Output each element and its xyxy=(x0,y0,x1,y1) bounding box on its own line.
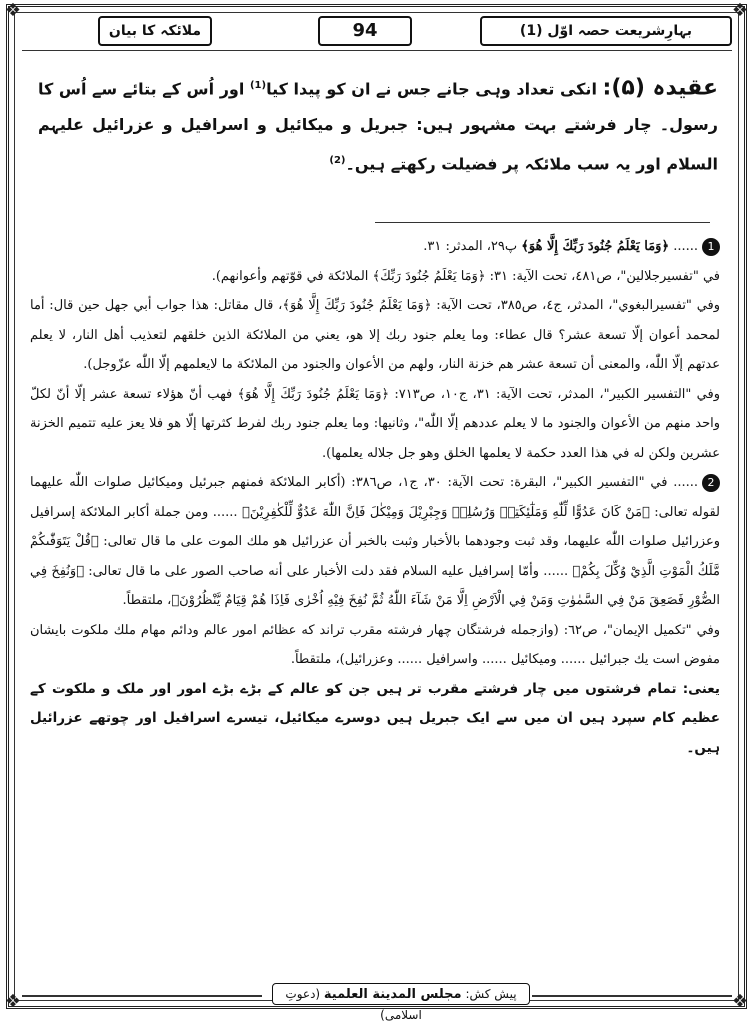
chapter-title: ملائکہ کا بیان xyxy=(98,16,212,46)
presenter-label: پیش کش: xyxy=(465,987,517,1001)
publisher-sub: (دعوتِ اسلامی) xyxy=(285,987,422,1022)
publisher-box xyxy=(272,983,530,1022)
ornament-corner-icon: ❖ xyxy=(731,0,749,21)
footnote-2 xyxy=(30,468,720,763)
footnote-marker: 2 xyxy=(702,474,720,492)
footnote-paragraph: في "تفسيرجلالين"، ص٤٨١، تحت الآية: ٣١: ﴿وَمَا يَعْلَمُ جُنُودَ رَبِّكَ﴾ الملائكة في قوّتهم وأعوانهم). xyxy=(211,268,720,284)
footer-rule xyxy=(532,995,732,997)
header-divider xyxy=(22,50,732,51)
ornament-corner-icon: ❖ xyxy=(4,991,22,1012)
page-header xyxy=(22,14,732,46)
belief-heading: عقیدہ (۵): xyxy=(602,75,718,101)
footnote-dots: ...... xyxy=(673,239,698,254)
ornament-corner-icon: ❖ xyxy=(4,0,22,21)
footnote-ref-2[interactable]: (2) xyxy=(329,155,346,167)
translation-text: تمام فرشتوں میں چار فرشتے مقرب تر ہیں جن کو عالم کے بڑے بڑے امور اور ملک و ملکوت کے عظیم کام سپرد ہیں ان میں سے ایک جبریل ہیں دوسرے میکائیل، تیسرے اسرافیل اور چوتھے عزرائیل ہیں۔ xyxy=(30,680,720,756)
quran-verse: ﴿وَمَا يَعْلَمُ جُنُودَ رَبِّكَ إِلَّا هُوَ﴾ xyxy=(521,239,670,254)
book-title: بہارِشریعت حصہ اوّل (1) xyxy=(480,16,732,46)
footnote-paragraph: في "التفسير الكبير"، البقرة: تحت الآية: ٣٠، ج١، ص٣٨٦: (أكابر الملائكة فمنهم جبرئيل وميكائيل صلوات اللّٰه عليهما لقوله تعالى: ﴿مَنْ كَانَ عَدُوًّا لِّلّٰهِ وَمَلٰٓئِكَتِهٖ وَرُسُلِهٖ وَجِبْرِيْلَ وَمِيْكٰلَ فَاِنَّ اللّٰهَ عَدُوٌّ لِّلْكٰفِرِيْنَ﴾ ...... ومن جملة أكابر الملائكة إسرافيل وعزرائيل صلوات اللّٰه عليهما، وقد ثبت وجودهما بالأخبار وثبت بالخبر أن عزرائيل هو ملك الموت على ما قال تعالى: ﴿قُلْ يَتَوَفّٰىكُمْ مَّلَكُ الْمَوْتِ الَّذِيْ وُكِّلَ بِكُمْ﴾ ...... وأمّا إسرافيل عليه السلام فقد دلت الأخبار على أنه صاحب الصور على ما قال تعالى: ﴿وَنُفِخَ فِي الصُّوْرِ فَصَعِقَ مَنْ فِي السَّمٰوٰتِ وَمَنْ فِي الْاَرْضِ اِلَّا مَنْ شَآءَ اللّٰهُ ثُمَّ نُفِخَ فِيْهِ اُخْرٰى فَاِذَا هُمْ قِيَامٌ يَّنْظُرُوْنَ﴾، ملتقطاً. xyxy=(30,475,720,608)
footnote-marker: 1 xyxy=(702,238,720,256)
footnote-dots: ...... xyxy=(673,475,698,490)
footnote-1-line xyxy=(30,232,720,262)
footnote-paragraph: وفي "تكميل الإيمان"، ص٦٢: (وازجمله فرشتگان چهار فرشته مقرب تراند كه عظائم امور عالم ودائم مهام ملك ملكوت بايشان مفوض است يك جبرائيل ...... وميكائيل ...... واسرافيل ...... وعزرائيل)، ملتقطاً. xyxy=(30,622,720,667)
ornament-corner-icon: ❖ xyxy=(731,991,749,1012)
urdu-translation xyxy=(30,675,720,764)
publisher-name: مجلس المدينة العلمية xyxy=(323,987,462,1002)
main-text xyxy=(38,68,718,183)
footer-rule xyxy=(22,995,262,997)
footnote-divider xyxy=(375,222,710,223)
translation-label: یعنی: xyxy=(682,680,720,697)
footnote-ref-1[interactable]: (1) xyxy=(249,80,267,91)
footnotes xyxy=(30,232,720,763)
page-footer xyxy=(22,983,732,1022)
footnote-2-line xyxy=(30,468,720,616)
footnote-paragraph: وفي "التفسير الكبير"، المدثر، تحت الآية: ٣١، ج١٠، ص٧١٣: ﴿وَمَا يَعْلَمُ جُنُودَ رَبِّكَ إِلَّا هُوَ﴾ فهب أنّ هؤلاء تسعة عشر إلّا أنّ لكلّ واحد منهم من الأعوان والجنود ما لا يعلم عددهم إلّا اللّٰه"، وثانيها: وما يعلم جنود ربك لفرط كثرتها إلّا هو فلا يعز عليه تتميم الخزنة عشرين ولكن له في هذا العدد حكمة لا يعلمها الخلق وهو جل جلاله يعلمها). xyxy=(30,386,720,461)
main-text-part-a: انکی تعداد وہی جانے جس نے ان کو پیدا کیا xyxy=(266,79,603,99)
footnote-1 xyxy=(30,232,720,468)
footnote-paragraph: وفي "تفسيرالبغوي"، المدثر، ج٤، ص٣٨٥، تحت الآية: ﴿وَمَا يَعْلَمُ جُنُودَ رَبِّكَ إِلَّا هُوَ﴾، قال مقاتل: هذا جواب أبي جهل حين قال: أما لمحمد أعوان إلّا تسعة عشر؟ قال عطاء: وما يعلم جنود ربك إلا هو، يعني من الملائكة الذين خلقهم لتعذيب أهل النار، لا يعلم عدتهم إلّا اللّٰه، والمعنى أن تسعة عشر هم خزنة النار، ولهم من الأعوان والجنود من الملائكة ما لايعلمهم إلّا اللّٰه عزّوجل). xyxy=(30,298,721,372)
page-number: 94 xyxy=(318,16,412,46)
verse-reference: پ٢٩، المدثر: ٣١. xyxy=(423,239,522,254)
main-text-part-b: اور اُس کے بتائے سے اُس کا رسول۔ چار فرشتے بہت مشہور ہیں: جبریل و میکائیل و اسرافیل و عزرائیل علیہم السلام اور یہ سب ملائکہ پر فضیلت رکھتے ہیں۔ xyxy=(38,79,718,174)
